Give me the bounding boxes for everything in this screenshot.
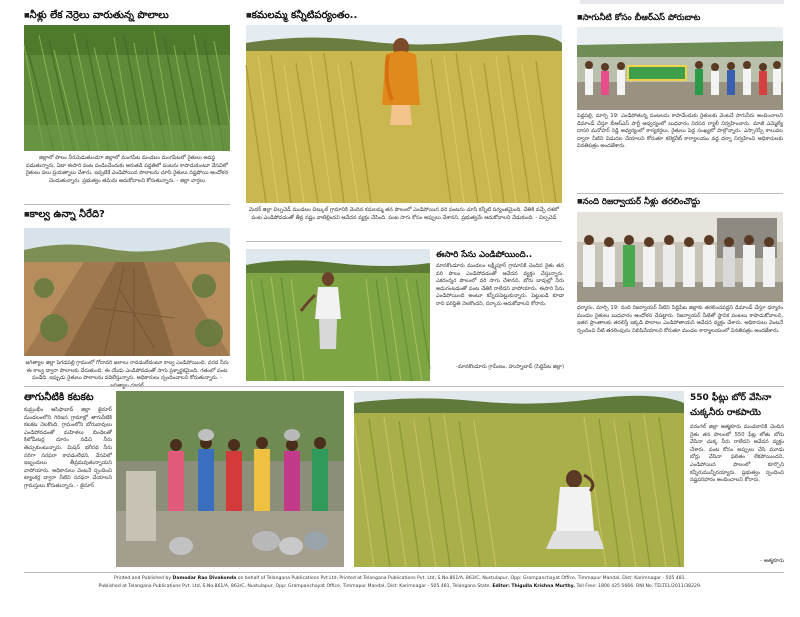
headline-sugarcane: ■ నీళ్లు లేక నెర్రెలు వారుతున్న పొలాలు — [24, 9, 234, 23]
body-water: కుమ్రంభీం ఆసిఫాబాద్ జిల్లా జైనూర్ మండలంలోని గిరిజన గ్రామాల్లో తాగునీటికి కటకట నెలకొంది. గ్రామంలోని బోరుబావులు ఎండిపోవడంతో మహిళలు బిందెలతో కిలోమీటర్ల దూరం నడిచి నీరు తెచ్చుకుంటున్నారు. మిషన్ భగీరథ నీరు సరిగా సరఫరా కావడంలేదని, వేసవిలో ఇబ్బందులు తీవ్రమవుతున్నాయని వాపోయారు. అధికారులు వెంటనే స్పందించి ట్యాంకర్ల ద్వారా నీటిని సరఫరా చేయాలని గ్రామస్తులు కోరుతున్నారు. - జైనూర్ — [24, 407, 112, 489]
imprint-line-1 — [10, 575, 790, 583]
headline-canal: ■ కాల్వ ఉన్నా నీరేది? — [24, 208, 234, 222]
headline-reservoir: ■ నంది రిజర్వాయర్ నీళ్లు తరలించొద్దు — [577, 197, 787, 209]
imprint-publisher-name: Damodar Rao Divakonda — [172, 576, 237, 581]
photo-farmer-dry-paddy — [246, 249, 430, 381]
imprint-editor-label: Editor: — [492, 584, 510, 589]
imprint-editor-name: Thigulla Krishna Murthy. — [511, 584, 575, 589]
byline-farmer-field: -మానకొండూరు గ్రామీణం, హుస్నాబాద్ (సిద్దిపేట జిల్లా) — [456, 364, 564, 370]
caption-sugarcane: జిల్లాలో పొలం నీరుపెడుతుండగా జిల్లాలో మంగపేట మండలం మంగపేటలో రైతులు అవస్థ పడుతున్నారు. ఏటా ఈసారి పంట పండించేందుకు ఆరుతడి పద్ధతిలో పంటను కాపాడుకుంటూ వేసవిలో రైతులు పలు ప్రయత్నాలు చేశారు. ఇప్పటికే ఎండిపోయిన పొలాలను చూసి రైతులు నష్టపోయి ఆందోళన చెందుతున్నారు. ప్రభుత్వం తమను ఆదుకోవాలని కోరుతున్నారు. - జిల్లా వార్తలు — [25, 155, 229, 184]
caption-canal: జగిత్యాల జిల్లా పెగడపల్లి గ్రామంలో గోదావరి జలాలు రావడంలేదంటూ కాల్వ ఎండిపోయింది. వరద నీరు ఈ కాల్వ ద్వారా పొలాలకు చేరుతుంది. ఈ యేడు ఎండిపోవడంతో సాగు ప్రశ్నార్థకమైంది. గతంలో పంట పండేది. ఇప్పుడు రైతులు పొలాలను వదిలేస్తున్నారు. అధికారులు స్పందించాలని కోరుతున్నారు. - — [25, 360, 229, 382]
caption-woman-field: మెదక్ జిల్లా చిల్పచెడ్ మండలం చిట్కుల్ గ్రామానికి చెందిన కమలమ్మ తన పొలంలో ఎండిపోయిన వరి పంటను చూసి కన్నీటి పర్యంతమైంది. చేతికి వచ్చే దశలో పంట ఎండిపోవడంతో తీవ్ర నష్టం వాటిల్లిందని ఆవేదన వ్యక్తం చేసింది. పంట సాగు కోసం అప్పులు చేశానని, ప్రభుత్వమే ఆదుకోవాలని వేడుకుంది. - చిల్పచెడ్ — [249, 207, 559, 221]
photo-dry-canal — [24, 228, 230, 356]
headline-borewells-2: చుక్కనీరు రాకపాయె — [690, 408, 761, 418]
headline-farmer-field: ఈసారి సేను ఎండిపోయింది.. — [436, 250, 533, 260]
divider — [24, 572, 784, 573]
body-farmer-field: మానకొండూరు మండలం లక్ష్మీపూర్ గ్రామానికి చెందిన రైతు తన వరి పొలం ఎండిపోవడంతో ఆవేదన వ్యక్తం చేస్తున్నారు. ఎకరంన్నర పొలంలో వరి సాగు చేశానని, బోరు బావుల్లో నీరు అడుగంటడంతో పంట చేతికి రాలేదని వాపోయారు. ఈసారి సేను ఎండిపోయింది అంటూ కన్నీరుపెట్టుకున్నారు. పెట్టుబడి కూడా రాని పరిస్థితి నెలకొందని, సర్కారు ఆదుకోవాలని కోరారు. — [436, 263, 564, 307]
headline-rally: ■ సాగునీటి కోసం బీఆర్ఎస్ పోరుబాట — [577, 13, 787, 25]
photo-farmer-dry-field — [354, 391, 684, 567]
headline-woman-field: ■ కమలమ్మ కన్నీటిపర్యంతం.. — [246, 9, 566, 23]
photo-brs-rally — [577, 27, 783, 110]
photo-woman-paddy-field — [246, 25, 562, 203]
imprint-printed-by: Printed and Published by — [113, 576, 172, 581]
headline-borewells-1: 550 ఫీట్లు బోర్ వేసినా — [690, 393, 772, 403]
top-bar — [580, 0, 784, 4]
imprint-line-2 — [10, 583, 790, 591]
divider — [246, 241, 562, 242]
photo-reservoir-protest — [577, 212, 783, 302]
photo-women-water-pots — [116, 391, 344, 567]
imprint-printed-at: on behalf of Telangana Publications Pvt Ltd, Printed at Telangana Publications Pvt. Ltd, S.No.861/A, 863/C, Nustulapur, Opp: Grampanchayat Office, Timmapur Mandal, Dist: Karimnagar - 505 481. — [237, 576, 687, 581]
headline-water: తాగునీటికి కటకట — [24, 392, 94, 403]
divider — [24, 204, 230, 205]
body-rally: పెద్దపల్లి, మార్చి 19: ఎండిపోతున్న పంటలను కాపాడేందుకు రైతులకు వెంటనే సాగునీరు అందించాలని డిమాండ్ చేస్తూ బీఆర్ఎస్ పార్టీ ఆధ్వర్యంలో బుధవారం నిరసన ర్యాలీ నిర్వహించారు. మాజీ ఎమ్మెల్యే దాసరి మనోహర్ రెడ్డి ఆధ్వర్యంలో కార్యకర్తలు, రైతులు పెద్ద సంఖ్యలో పాల్గొన్నారు. ఎస్సారెస్పీ కాలువల ద్వారా నీటిని విడుదల చేయాలని కోరుతూ కలెక్టరేట్ కార్యాలయం వద్ద ధర్నా నిర్వహించి అధికారులకు వినతిపత్రం అందజేశారు. — [577, 113, 783, 150]
imprint-toll-free: Toll Free: 1800 425 5666. RNI No. TELTEL/2011/38229. — [576, 584, 702, 589]
divider — [24, 386, 784, 387]
imprint-published-at: Published at Telangana Publications Pvt. Ltd, S.No.861/A, 863/C, Nustulapur, Opp: Grampanchayat Office, Timmapur Mandal, Dist: Karimnagar - 505 481, Telangana State. — [98, 584, 491, 589]
divider — [577, 193, 783, 194]
byline-borewells: - ఆత్మకూరు — [760, 558, 784, 564]
body-borewells: వరంగల్ జిల్లా ఆత్మకూరు మండలానికి చెందిన రైతు తన పొలంలో 550 ఫీట్ల లోతు బోరు వేసినా చుక్క నీరు రాలేదని ఆవేదన వ్యక్తం చేశారు. పంట కోసం అప్పులు చేసి మూడు బోర్లు వేసినా ఫలితం లేకపోయిందని, ఎండిపోయిన పొలంలో కూర్చొని కన్నీరుమున్నీరయ్యారు. ప్రభుత్వం స్పందించి నష్టపరిహారం అందించాలని కోరారు. — [690, 424, 784, 484]
photo-sugarcane-field — [24, 25, 230, 151]
body-reservoir: ధర్మారం, మార్చి 19: నంది రిజర్వాయర్ నీటిని సిద్దిపేట జిల్లాకు తరలించవద్దని డిమాండ్ చేస్తూ ధర్మారం మండల రైతులు బుధవారం ఆందోళన చేపట్టారు. రిజర్వాయర్ నీటితో స్థానిక పంటలు కాపాడుకోవాలని, ఇతర ప్రాంతాలకు తరలిస్తే ఇక్కడి పొలాలు ఎండిపోతాయని ఆవేదన వ్యక్తం చేశారు. అధికారులు వెంటనే స్పందించి నీటి తరలింపును నిలిపివేయాలని కోరుతూ మండల కార్యాలయంలో వినతిపత్రం అందజేశారు. — [577, 305, 783, 334]
